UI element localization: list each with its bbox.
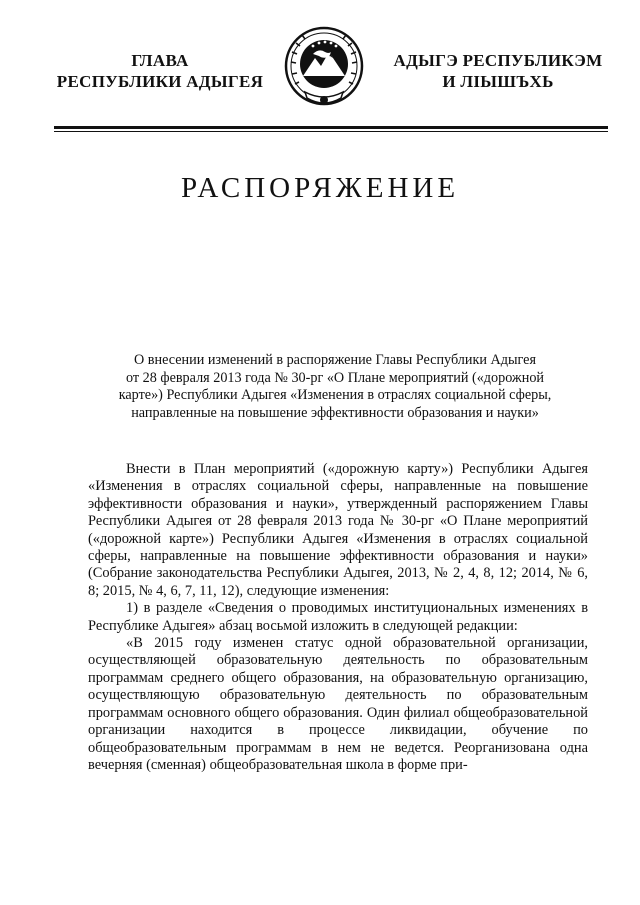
document-body xyxy=(88,461,588,774)
header-right xyxy=(388,50,608,92)
body-paragraph-3: «В 2015 году изменен статус одной образовательной организации, осуществляющей образовательную деятельность по образовательным программам среднего общего образования, на образовательную организацию, осуществляющую образовательную деятельность по образовательным программам основного общего образования. Один филиал общеобразовательной организации находится в процессе ликвидации, обучение по общеобразовательным программам в нем не ведется. Реорганизована одна вечерняя (сменная) общеобразовательная школа в форме при- xyxy=(88,635,588,773)
header-left xyxy=(40,50,280,92)
header-right-line1: АДЫГЭ РЕСПУБЛИКЭМ xyxy=(393,51,603,70)
subject-line: от 28 февраля 2013 года № 30-рг «О Плане мероприятий («дорожной xyxy=(125,369,545,386)
republic-of-adygea-coat-of-arms-icon xyxy=(283,22,365,112)
document-title: РАСПОРЯЖЕНИЕ xyxy=(180,172,460,204)
subject-line: карте») Республики Адыгея «Изменения в отраслях социальной сферы, xyxy=(118,387,552,403)
subject-line: направленные на повышение эффективности образования и науки» xyxy=(131,404,539,421)
body-paragraph-1: Внести в План мероприятий («дорожную карту») Республики Адыгея «Изменения в отраслях социальной сферы, направленные на повышение эффективности образования и науки», утвержденный распоряжением Главы Республики Адыгея от 28 февраля 2013 года № 30-рг «О Плане мероприятий («дорожной карте») Республики Адыгея «Изменения в отраслях социальной сферы, направленные на повышение эффективности образования и науки» (Собрание законодательства Республики Адыгея, 2013, № 2, 4, 8, 12; 2014, № 6, 8; 2015, № 4, 6, 7, 11, 12), следующие изменения: xyxy=(88,461,588,599)
header-divider-thick xyxy=(54,126,608,129)
subject-line: О внесении изменений в распоряжение Главы Республики Адыгея xyxy=(134,352,536,368)
header-divider-thin xyxy=(54,131,608,132)
document-subject xyxy=(100,352,570,422)
header-left-line2: РЕСПУБЛИКИ АДЫГЕЯ xyxy=(56,72,264,91)
header-left-line1: ГЛАВА xyxy=(131,51,189,70)
body-paragraph-2: 1) в разделе «Сведения о проводимых институциональных изменениях в Республике Адыгея» абзац восьмой изложить в следующей редакции: xyxy=(88,600,588,634)
header-right-line2: И ЛІЫШЪХЬ xyxy=(442,72,554,91)
